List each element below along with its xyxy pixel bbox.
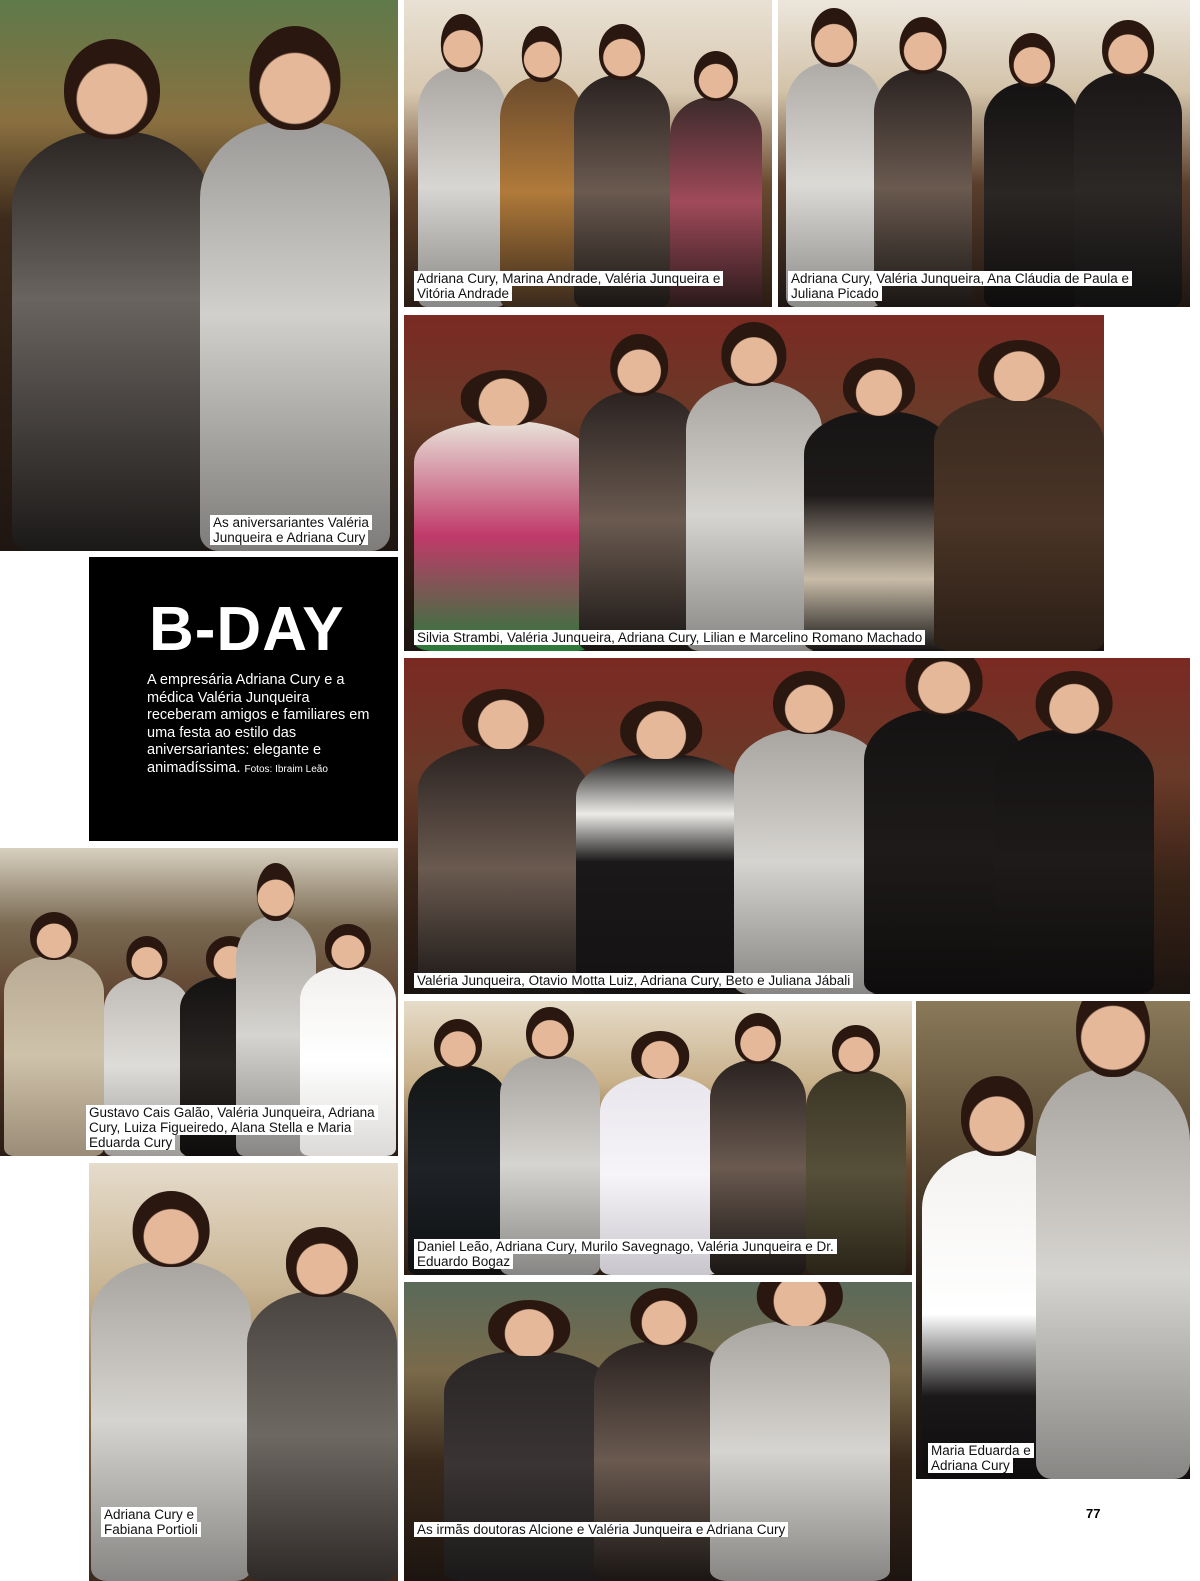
photo-group-8 [916,1001,1190,1479]
photo-caption: Adriana Cury, Marina Andrade, Valéria Junqueira e Vitória Andrade [414,271,753,301]
photo-credit: Fotos: Ibraim Leão [244,763,328,775]
photo-caption: Gustavo Cais Galão, Valéria Junqueira, Adriana Cury, Luiza Figueiredo, Alana Stella e Maria Eduarda Cury [86,1105,398,1150]
photo-group-10 [404,1282,912,1581]
intro-box [89,557,398,841]
article-intro [147,672,372,778]
photo-group-5 [404,658,1190,994]
photo-group-4 [404,315,1104,651]
photo-caption: Daniel Leão, Adriana Cury, Murilo Savegnago, Valéria Junqueira e Dr. Eduardo Bogaz [414,1239,881,1269]
article-title: B-DAY [149,595,345,664]
photo-group-9 [89,1163,398,1581]
photo-group-7 [404,1001,912,1275]
intro-text: A empresária Adriana Cury e a médica Valéria Junqueira receberam amigos e familiares em uma festa ao estilo das aniversariantes: elegante e animadíssima. [147,672,370,776]
photo-caption: As aniversariantes Valéria Junqueira e Adriana Cury [210,515,398,545]
photo-group-2 [404,0,772,307]
photo-caption: Adriana Cury, Valéria Junqueira, Ana Cláudia de Paula e Juliana Picado [788,271,1167,301]
photo-group-3 [778,0,1190,307]
photo-caption: Silvia Strambi, Valéria Junqueira, Adriana Cury, Lilian e Marcelino Romano Machado [414,630,925,645]
page-number: 77 [1086,1506,1101,1521]
photo-caption: Valéria Junqueira, Otavio Motta Luiz, Adriana Cury, Beto e Juliana Jábali [414,973,853,988]
photo-group-6 [0,848,398,1156]
photo-caption: Adriana Cury e Fabiana Portioli [101,1507,241,1537]
photo-birthday-hosts [0,0,398,551]
photo-caption: Maria Eduarda e Adriana Cury [928,1443,1048,1473]
photo-caption: As irmãs doutoras Alcione e Valéria Junqueira e Adriana Cury [414,1522,788,1537]
